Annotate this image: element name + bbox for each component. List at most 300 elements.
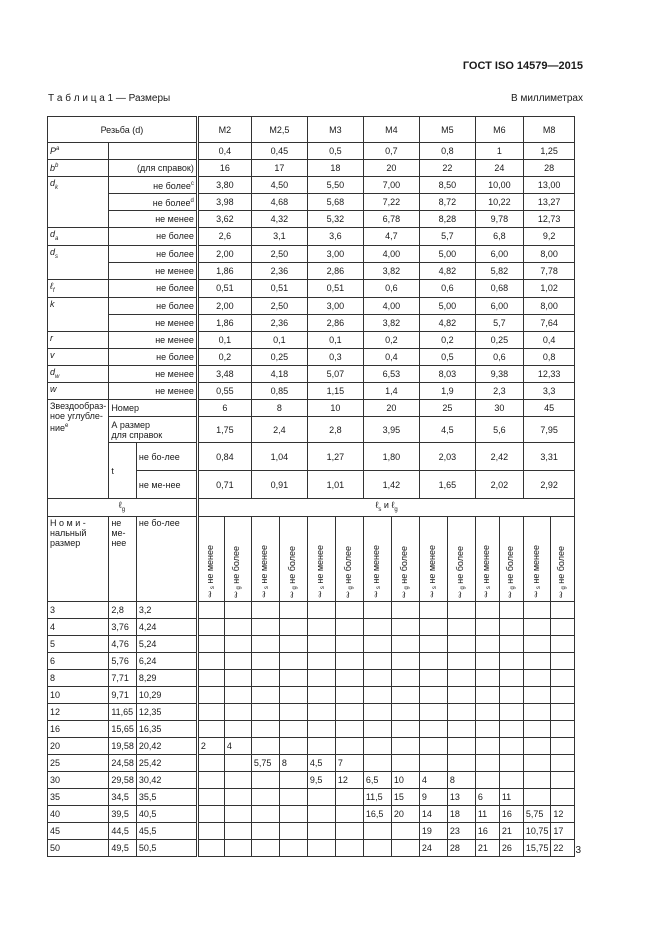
- value: 13,00: [537, 180, 561, 190]
- vertical-label: [315, 545, 328, 599]
- value-cell: [307, 314, 363, 331]
- value-cell: [251, 471, 307, 499]
- length-cell: [447, 619, 475, 636]
- length-row: [48, 721, 575, 738]
- length-cell: [251, 755, 279, 772]
- length-cell: [363, 670, 391, 687]
- and-text: и: [381, 500, 392, 511]
- ell: ℓ: [314, 589, 325, 600]
- value: 2,02: [490, 479, 509, 490]
- ell: ℓ: [480, 589, 491, 600]
- recess-text: Звездообраз-ное углубле-ние: [50, 401, 107, 434]
- length-cell: [197, 653, 224, 670]
- length-cell: [197, 789, 224, 806]
- length-cell: [499, 619, 523, 636]
- param-symbol: [48, 348, 109, 365]
- value: 0,51: [326, 283, 345, 294]
- vertical-label: [205, 545, 218, 599]
- vert-text: не более: [398, 545, 409, 586]
- size-header-M2,5: [251, 117, 307, 143]
- length-cell: [419, 738, 447, 755]
- vertical-header-lg: [224, 517, 251, 602]
- value: 28: [449, 843, 460, 854]
- length-cell: [197, 840, 224, 857]
- value-cell: [419, 383, 475, 400]
- value: 14: [421, 809, 432, 820]
- nominal-value: [48, 636, 109, 653]
- value: 2,00: [216, 300, 234, 311]
- length-cell: [551, 687, 575, 704]
- size-header-M5: [419, 117, 475, 143]
- value-cell: [419, 365, 475, 383]
- length-cell: [335, 602, 363, 619]
- value-cell: [197, 143, 251, 160]
- param-qualifier: [109, 297, 198, 314]
- value: 0,6: [441, 283, 454, 294]
- value: 8: [449, 775, 455, 786]
- nominal-value: [48, 619, 109, 636]
- value-cell: [197, 245, 251, 262]
- min-value: [109, 806, 137, 823]
- value-cell: [475, 443, 523, 471]
- ell-sub: s: [535, 586, 542, 590]
- qualifier: не более: [156, 300, 194, 311]
- value-cell: [523, 331, 575, 348]
- symbol-sub: a: [55, 235, 59, 242]
- min-value: [109, 670, 137, 687]
- value: 24,58: [111, 758, 134, 769]
- value: 22: [553, 843, 564, 854]
- value: 10,00: [488, 180, 511, 190]
- value-cell: [523, 443, 575, 471]
- value: 20: [386, 163, 397, 173]
- value: 0,25: [490, 334, 509, 345]
- value-cell: [475, 383, 523, 400]
- max-value: [136, 636, 197, 653]
- length-row: [48, 789, 575, 806]
- length-cell: [419, 823, 447, 840]
- value: 12: [50, 707, 61, 718]
- dimensions-table: [47, 116, 575, 857]
- size-label: M2,5: [269, 124, 290, 135]
- value-cell: [419, 400, 475, 417]
- vert-text: не более: [504, 545, 515, 586]
- length-cell: [224, 602, 251, 619]
- value-cell: [363, 471, 419, 499]
- qualifier: не более: [152, 198, 191, 208]
- value: 6: [50, 656, 56, 667]
- value-cell: [251, 262, 307, 279]
- param-symbol: [48, 245, 109, 279]
- vertical-label: [427, 545, 440, 599]
- value: 0,5: [441, 351, 454, 362]
- value: 3,82: [382, 265, 401, 276]
- min-value: [109, 602, 137, 619]
- nominal-value: [48, 687, 109, 704]
- length-cell: [523, 772, 551, 789]
- max-value: [136, 619, 197, 636]
- length-cell: [335, 789, 363, 806]
- value-cell: [307, 348, 363, 365]
- value: 20: [386, 403, 397, 414]
- length-cell: [499, 653, 523, 670]
- value: 12,33: [537, 368, 561, 379]
- value: 28: [544, 163, 555, 173]
- length-cell: [363, 602, 391, 619]
- length-cell: [279, 687, 307, 704]
- value: 30: [50, 775, 61, 786]
- value: 2,03: [438, 451, 457, 462]
- param-qualifier: [109, 194, 198, 211]
- value: 0,1: [273, 334, 286, 345]
- value-cell: [523, 228, 575, 246]
- value: 3,95: [382, 424, 401, 435]
- min-value: [109, 789, 137, 806]
- length-cell: [523, 806, 551, 823]
- value: 22: [442, 163, 453, 173]
- value: 2,8: [111, 605, 124, 616]
- value: 0,4: [385, 351, 398, 362]
- length-cell: [279, 653, 307, 670]
- recess-row-number: [48, 400, 575, 417]
- length-cell: [447, 772, 475, 789]
- size-header-M3: [307, 117, 363, 143]
- value-cell: [197, 365, 251, 383]
- recess-a-label: [109, 417, 198, 443]
- value: 9,2: [542, 231, 556, 242]
- value-cell: [307, 417, 363, 443]
- length-cell: [307, 636, 335, 653]
- ell: ℓ: [258, 589, 269, 600]
- value: 3,76: [111, 622, 129, 633]
- length-cell: [499, 636, 523, 653]
- length-cell: [523, 636, 551, 653]
- nominal-value: [48, 704, 109, 721]
- length-cell: [551, 721, 575, 738]
- length-cell: [447, 670, 475, 687]
- vert-text: не более: [556, 545, 567, 586]
- qualifier-sup: d: [190, 198, 194, 204]
- length-cell: [279, 619, 307, 636]
- value: 8,50: [438, 180, 457, 190]
- value: 2,8: [329, 424, 342, 435]
- value: 7: [337, 758, 343, 769]
- value: 5,68: [326, 197, 345, 207]
- qualifier: не менее: [155, 386, 194, 397]
- value-cell: [523, 417, 575, 443]
- nominal-value: [48, 755, 109, 772]
- length-cell: [391, 602, 419, 619]
- length-cell: [499, 687, 523, 704]
- param-row: [48, 383, 575, 400]
- param-qualifier: [109, 365, 198, 383]
- value-cell: [419, 177, 475, 194]
- value: 6,24: [138, 656, 157, 667]
- length-cell: [279, 823, 307, 840]
- value: 18: [449, 809, 460, 820]
- nomer-text: Номер: [111, 403, 140, 414]
- value: 2,3: [493, 386, 506, 397]
- nominal-value: [48, 772, 109, 789]
- value-cell: [197, 297, 251, 314]
- value-cell: [419, 211, 475, 228]
- value-cell: [307, 365, 363, 383]
- value-cell: [197, 279, 251, 297]
- value: 3,62: [216, 214, 234, 224]
- value-cell: [307, 177, 363, 194]
- length-cell: [447, 704, 475, 721]
- recess-t-max-label: [136, 443, 197, 471]
- nominal-value: [48, 602, 109, 619]
- qualifier: не более: [156, 231, 194, 242]
- value-cell: [523, 365, 575, 383]
- length-cell: [307, 602, 335, 619]
- length-cell: [419, 755, 447, 772]
- value: 10: [393, 775, 404, 786]
- value: 3,00: [326, 248, 345, 259]
- value: 5,7: [441, 231, 454, 242]
- min-value: [109, 619, 137, 636]
- length-cell: [391, 738, 419, 755]
- value: 45: [544, 403, 555, 414]
- param-symbol: [48, 143, 109, 160]
- length-cell: [335, 670, 363, 687]
- size-header-M6: [475, 117, 523, 143]
- length-row: [48, 704, 575, 721]
- value-cell: [197, 417, 251, 443]
- value: 0,5: [329, 146, 342, 156]
- param-row: [48, 348, 575, 365]
- value-cell: [251, 400, 307, 417]
- param-symbol: [48, 365, 109, 383]
- symbol-sup: b: [55, 163, 59, 169]
- param-row: [48, 143, 575, 160]
- max-label: [136, 517, 197, 602]
- ell-sub: g: [561, 585, 568, 590]
- vert-text: не менее: [426, 545, 437, 587]
- length-cell: [475, 755, 499, 772]
- value: 5,32: [326, 214, 345, 224]
- length-cell: [307, 653, 335, 670]
- value: 45,5: [138, 826, 157, 837]
- length-cell: [335, 755, 363, 772]
- vertical-label: [481, 545, 494, 599]
- value-cell: [475, 365, 523, 383]
- value-cell: [419, 143, 475, 160]
- length-cell: [551, 772, 575, 789]
- length-cell: [335, 653, 363, 670]
- value-cell: [363, 228, 419, 246]
- length-cell: [447, 721, 475, 738]
- length-cell: [197, 619, 224, 636]
- value: 13,27: [537, 197, 561, 207]
- value: 4: [50, 622, 56, 633]
- value-cell: [419, 194, 475, 211]
- value: 5,07: [326, 368, 345, 379]
- lg-sub-2: g: [394, 507, 398, 514]
- param-symbol: [48, 279, 109, 297]
- ell: ℓ: [398, 589, 409, 600]
- length-cell: [551, 602, 575, 619]
- value: 3,2: [138, 605, 152, 616]
- length-cell: [197, 687, 224, 704]
- value-cell: [251, 143, 307, 160]
- symbol: d: [50, 246, 56, 257]
- param-symbol: [48, 160, 109, 177]
- value: 24: [421, 843, 432, 854]
- value: 16,5: [365, 809, 384, 820]
- symbol-sub: k: [55, 184, 59, 191]
- ell-sub: g: [403, 585, 410, 590]
- length-cell: [419, 653, 447, 670]
- value: 2,36: [270, 265, 289, 276]
- length-cell: [391, 670, 419, 687]
- value-cell: [419, 228, 475, 246]
- value: 11,65: [111, 707, 134, 718]
- value-cell: [363, 314, 419, 331]
- value: 0,84: [216, 451, 234, 462]
- length-cell: [251, 840, 279, 857]
- max-value: [136, 721, 197, 738]
- value: 4,5: [309, 758, 323, 769]
- value: 21: [477, 843, 488, 854]
- param-row: [48, 297, 575, 314]
- value-cell: [307, 471, 363, 499]
- length-cell: [307, 772, 335, 789]
- value-cell: [251, 228, 307, 246]
- length-cell: [197, 772, 224, 789]
- value-cell: [197, 331, 251, 348]
- value-cell: [307, 160, 363, 177]
- vertical-header-lg: [447, 517, 475, 602]
- value: 9: [421, 792, 427, 803]
- length-cell: [391, 704, 419, 721]
- length-cell: [391, 840, 419, 857]
- value-cell: [307, 297, 363, 314]
- max-value: [136, 704, 197, 721]
- param-qualifier: [109, 279, 198, 297]
- value: 8,28: [438, 214, 457, 224]
- value: 0,85: [270, 386, 289, 397]
- value: 0,91: [270, 479, 289, 490]
- value: 11: [501, 792, 512, 803]
- length-cell: [197, 636, 224, 653]
- vertical-label: [371, 545, 384, 599]
- length-cell: [363, 636, 391, 653]
- max-value: [136, 755, 197, 772]
- nominal-value: [48, 840, 109, 857]
- value: 8: [50, 673, 56, 684]
- value: 6,00: [490, 300, 509, 311]
- value: 4: [421, 775, 427, 786]
- value-cell: [251, 245, 307, 262]
- ell: ℓ: [204, 589, 215, 600]
- length-cell: [551, 789, 575, 806]
- length-cell: [551, 619, 575, 636]
- length-cell: [523, 670, 551, 687]
- value: 20,42: [138, 741, 162, 752]
- value: 5: [50, 639, 56, 650]
- min-value: [109, 738, 137, 755]
- qualifier: не менее: [155, 368, 194, 379]
- value-cell: [251, 177, 307, 194]
- length-cell: [551, 806, 575, 823]
- length-cell: [499, 602, 523, 619]
- length-cell: [307, 687, 335, 704]
- vertical-header-ls: [363, 517, 391, 602]
- length-cell: [307, 789, 335, 806]
- length-cell: [499, 670, 523, 687]
- length-cell: [475, 772, 499, 789]
- length-cell: [419, 772, 447, 789]
- value: 0,4: [542, 334, 556, 345]
- value-cell: [251, 194, 307, 211]
- length-cell: [224, 755, 251, 772]
- length-cell: [391, 687, 419, 704]
- value: 15,75: [525, 843, 549, 854]
- vertical-label: [259, 545, 272, 599]
- nominal-value: [48, 823, 109, 840]
- value: 2,50: [270, 248, 289, 259]
- min-label: [109, 517, 137, 602]
- value: 23: [449, 826, 460, 837]
- value: 0,8: [441, 146, 454, 156]
- param-symbol: [48, 228, 109, 246]
- value-cell: [523, 297, 575, 314]
- length-cell: [363, 619, 391, 636]
- param-symbol: [48, 297, 109, 331]
- value: 0,2: [385, 334, 398, 345]
- value: 21: [501, 826, 512, 837]
- value: 6,78: [382, 214, 401, 224]
- length-cell: [475, 806, 499, 823]
- length-cell: [363, 806, 391, 823]
- length-cell: [251, 704, 279, 721]
- length-cell: [447, 636, 475, 653]
- length-cell: [391, 653, 419, 670]
- length-cell: [251, 721, 279, 738]
- length-header-row: [48, 499, 575, 517]
- vert-text: не менее: [480, 545, 491, 587]
- length-cell: [307, 738, 335, 755]
- value: 0,45: [270, 146, 289, 156]
- vertical-header-lg: [335, 517, 363, 602]
- vertical-header-lg: [499, 517, 523, 602]
- length-row: [48, 602, 575, 619]
- length-cell: [224, 636, 251, 653]
- length-cell: [251, 619, 279, 636]
- value-cell: [419, 262, 475, 279]
- max-value: [136, 772, 197, 789]
- value-cell: [475, 417, 523, 443]
- value: 9,71: [111, 690, 129, 701]
- table-caption: Т а б л и ц а 1 — Размеры: [48, 93, 171, 104]
- length-cell: [251, 687, 279, 704]
- recess-sup: e: [65, 423, 69, 430]
- size-label: M4: [385, 124, 398, 135]
- length-row: [48, 653, 575, 670]
- param-qualifier: [109, 262, 198, 279]
- vert-text: не более: [286, 545, 297, 586]
- length-cell: [523, 840, 551, 857]
- length-cell: [419, 619, 447, 636]
- length-cell: [363, 721, 391, 738]
- value: 4,32: [270, 214, 289, 224]
- value: 2,00: [216, 248, 234, 259]
- value-cell: [523, 211, 575, 228]
- value: 0,6: [385, 283, 398, 294]
- length-cell: [551, 704, 575, 721]
